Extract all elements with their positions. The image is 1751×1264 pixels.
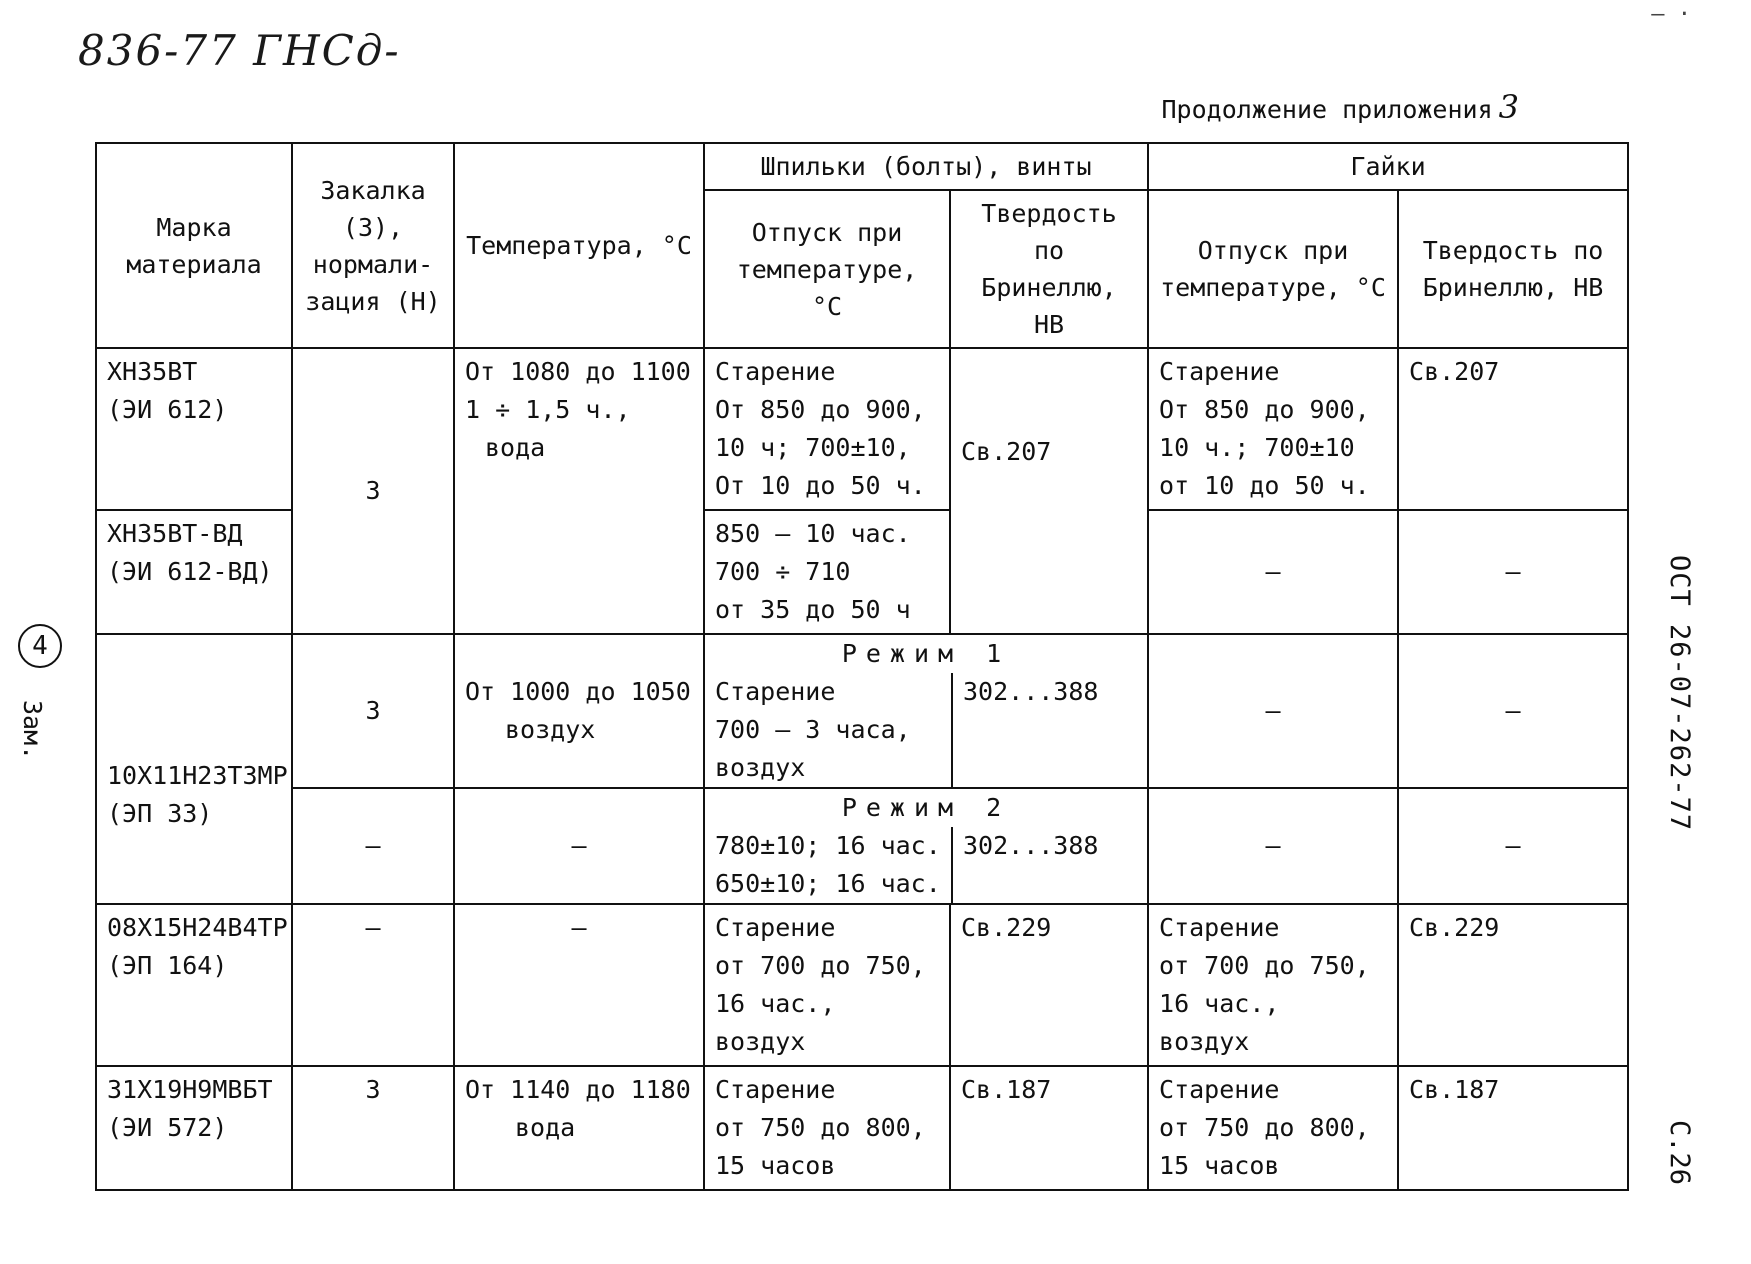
table-row [96, 348, 1628, 510]
temper-line: От 850 до 900, [1159, 395, 1370, 424]
quench-cell: З [292, 348, 454, 634]
nut-hardness-cell: – [1398, 634, 1628, 788]
temperature-line: воздух [505, 715, 596, 744]
temper-line: 780±10; 16 час. [715, 831, 941, 860]
temper-line: Старение [1159, 1075, 1280, 1104]
continuation-label [1162, 88, 1520, 126]
temper-line: 700 – 3 часа, [715, 715, 911, 744]
appendix-number: 3 [1498, 88, 1519, 126]
stud-mode-1-cell [704, 634, 1148, 788]
header-material: Марка материала [96, 143, 292, 348]
nut-hardness-cell: Св.207 [1398, 348, 1628, 510]
nut-temper-cell: – [1148, 634, 1398, 788]
header-nuts: Гайки [1148, 143, 1628, 190]
nut-hardness-cell: – [1398, 788, 1628, 904]
temper-line: Старение [1159, 913, 1280, 942]
material-cell [96, 904, 292, 1066]
temper-line: От 850 до 900, [715, 395, 926, 424]
temper-line: 700 ÷ 710 [715, 557, 851, 586]
temper-line: От 10 до 50 ч. [715, 471, 926, 500]
header-stud-temper: Отпуск при температуре, °С [704, 190, 950, 348]
temper-line: 10 ч.; 700±10 [1159, 433, 1355, 462]
stud-hardness-cell: Св.187 [950, 1066, 1148, 1190]
nut-temper-cell [1148, 904, 1398, 1066]
mode-2-label: Режим 2 [841, 793, 1011, 822]
heat-treatment-table [95, 142, 1629, 1191]
temperature-line: От 1080 до 1100 [465, 357, 691, 386]
header-row-1 [96, 143, 1628, 190]
material-cell [96, 1066, 292, 1190]
material-code: (ЭП 33) [107, 799, 213, 828]
material-code: (ЭИ 572) [107, 1113, 228, 1142]
temperature-cell [454, 634, 704, 788]
temper-line: 16 час., [715, 989, 836, 1018]
nut-hardness-cell: Св.187 [1398, 1066, 1628, 1190]
stud-temper-cell [704, 904, 950, 1066]
material-grade: ХН35ВТ [107, 357, 198, 386]
material-cell [96, 510, 292, 634]
stud-temper-cell [704, 348, 950, 510]
document-code: ОСТ 26-07-262-77 [1664, 555, 1695, 832]
temper-line: воздух [1159, 1027, 1250, 1056]
quench-cell: З [292, 634, 454, 788]
handwritten-reference: 836-77 ГНСд- [78, 26, 401, 75]
material-grade: 10Х11Н23Т3МР [107, 761, 288, 790]
quench-cell: – [292, 788, 454, 904]
temper-line: 850 – 10 час. [715, 519, 911, 548]
temper-line: 650±10; 16 час. [715, 869, 941, 898]
temper-line: от 700 до 750, [715, 951, 926, 980]
table-row [96, 904, 1628, 1066]
temper-line: Старение [715, 357, 836, 386]
header-stud-hardness: Твердость по Бринеллю, НВ [950, 190, 1148, 348]
temper-line: воздух [715, 1027, 806, 1056]
stud-hardness-cell: 302...388 [951, 673, 1147, 787]
material-cell [96, 348, 292, 510]
nut-temper-cell: – [1148, 510, 1398, 634]
nut-temper-cell: – [1148, 788, 1398, 904]
temper-line: 15 часов [715, 1151, 836, 1180]
temperature-cell [454, 1066, 704, 1190]
temper-line: Старение [715, 677, 836, 706]
temper-line: от 10 до 50 ч. [1159, 471, 1370, 500]
temper-line: от 35 до 50 ч [715, 595, 911, 624]
material-code: (ЭИ 612) [107, 395, 228, 424]
temper-line: Старение [1159, 357, 1280, 386]
temper-line: 15 часов [1159, 1151, 1280, 1180]
quench-cell: З [292, 1066, 454, 1190]
temper-line: от 750 до 800, [715, 1113, 926, 1142]
temperature-line: вода [485, 433, 546, 462]
header-nut-hardness: Твердость по Бринеллю, НВ [1398, 190, 1628, 348]
nut-hardness-cell: – [1398, 510, 1628, 634]
material-grade: 31Х19Н9МВБТ [107, 1075, 273, 1104]
temper-line: от 700 до 750, [1159, 951, 1370, 980]
material-code: (ЭИ 612-ВД) [107, 557, 273, 586]
continuation-text: Продолжение приложения [1161, 95, 1493, 124]
header-studs: Шпильки (болты), винты [704, 143, 1148, 190]
table-row [96, 634, 1628, 788]
material-grade: 08Х15Н24В4ТР [107, 913, 288, 942]
material-cell [96, 634, 292, 904]
temperature-cell: – [454, 904, 704, 1066]
temperature-line: От 1140 до 1180 [465, 1075, 691, 1104]
header-temperature: Температура, °С [454, 143, 704, 348]
temper-line: Старение [715, 913, 836, 942]
page-number: С.26 [1664, 1120, 1695, 1186]
stud-hardness-cell: 302...388 [951, 827, 1147, 903]
header-quench: Закалка (З), нормали- зация (Н) [292, 143, 454, 348]
temperature-line: От 1000 до 1050 [465, 677, 691, 706]
material-code: (ЭП 164) [107, 951, 228, 980]
temper-line: Старение [715, 1075, 836, 1104]
temper-line: 16 час., [1159, 989, 1280, 1018]
stud-temper-cell [705, 827, 951, 903]
temper-line: от 750 до 800, [1159, 1113, 1370, 1142]
temper-line: 10 ч; 700±10, [715, 433, 911, 462]
stud-temper-cell [704, 1066, 950, 1190]
nut-temper-cell [1148, 1066, 1398, 1190]
stud-temper-cell [704, 510, 950, 634]
temperature-line: 1 ÷ 1,5 ч., [465, 395, 631, 424]
temperature-line: вода [515, 1113, 576, 1142]
header-nut-temper: Отпуск при температуре, °С [1148, 190, 1398, 348]
revision-circle: 4 [18, 624, 62, 668]
table-row [96, 788, 1628, 904]
stud-hardness-cell: Св.207 [950, 348, 1148, 634]
nut-hardness-cell: Св.229 [1398, 904, 1628, 1066]
material-grade: ХН35ВТ-ВД [107, 519, 243, 548]
nut-temper-cell [1148, 348, 1398, 510]
stud-temper-cell [705, 673, 951, 787]
temperature-cell: – [454, 788, 704, 904]
margin-mark: — · [1651, 2, 1691, 27]
stud-mode-2-cell [704, 788, 1148, 904]
quench-cell: – [292, 904, 454, 1066]
table-row [96, 1066, 1628, 1190]
mode-1-label: Режим 1 [841, 639, 1011, 668]
stud-hardness-cell: Св.229 [950, 904, 1148, 1066]
revision-note: Зам. [18, 700, 47, 761]
temperature-cell [454, 348, 704, 634]
temper-line: воздух [715, 753, 806, 782]
